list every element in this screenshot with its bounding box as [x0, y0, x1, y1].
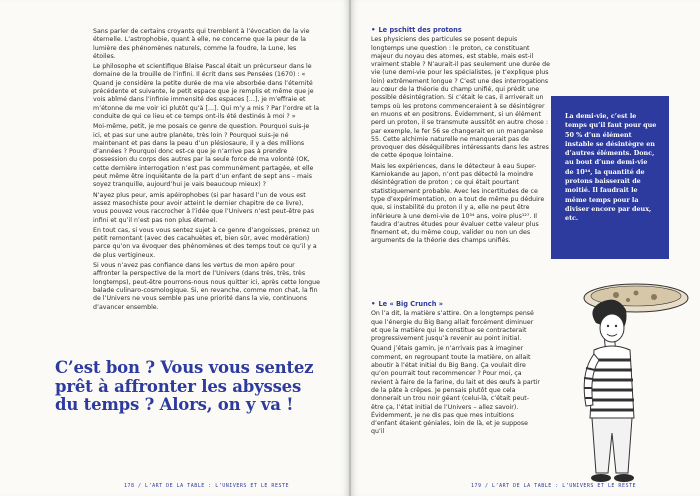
left-paragraph: Le philosophe et scientifique Blaise Pascal était un précurseur dans le domaine de la trouille de l’infini. Il écrit dans ses Pensées (1670) : « Quand je considère la petite durée de ma vie absorbée dans l’éternité précédente et suivante, le petit espace que je remplis et même que je vois abîmé dans l’infinie immensité des espaces […], je m’effraie et m’étonne de me voir ici plutôt qu’à […]. Qui m’y a mis ? Par l’ordre et la conduite de qui ce lieu et ce temps ont-ils été destinés à moi ? »	[93, 63, 320, 120]
bullet-icon: •	[371, 300, 376, 308]
right-paragraph: On l’a dit, la matière s’attire. On a longtemps pensé que l’énergie du Big Bang allait forcément diminuer et que la matière qui le constitue se contracterait progressivement jusqu’à revenir au point initial.	[371, 310, 534, 343]
right-paragraph: Les physiciens des particules se posent depuis longtemps une question : le proton, ce constituant majeur du noyau des atomes, est stable, mais est-il vraiment stable ? N’aurait-il pas seulement une durée de vie (une demi-vie pour les spécialistes, je t’explique plus loin) extrêmement longue ? C’est une des interrogations au cœur de la théorie du champ unifié, qui prédit une possible désintégration. Si c’était le cas, il arriverait un temps où les protons commenceraient à se désintégrer en muons et en positrons. Évidemment, si un élément perd un proton, il se transmute aussitôt en autre chose : par exemple, le fer 56 se changerait en un manganèse 55. Cette alchimie naturelle ne manquerait pas de provoquer des déséquilibres intéressants dans les astres de cette époque lointaine.	[371, 36, 550, 160]
right-paragraph: Quand j’étais gamin, je n’arrivais pas à imaginer comment, en regroupant toute la matière, on allait aboutir à l’état initial du Big Bang. Ça voulait dire qu’on pourrait tout recommencer ? Pour moi, ça revient à faire de la farine, du lait et des œufs à partir de la pâte à crêpes. Je pensais plutôt que cela donnerait un trou noir géant (celui-là, c’était peut-être ça, l’état initial de l’Univers – allez savoir). Évidemment, je ne dis pas que mes intuitions d’enfant étaient géniales, loin de là, et je suppose qu’il	[371, 345, 541, 436]
headline: C’est bon ? Vous vous sentez prêt à affronter les abysses du temps ? Alors, on y va !	[55, 358, 314, 414]
left-paragraph: Sans parler de certains croyants qui tremblent à l’évocation de la vie éternelle. L’astrophobie, quant à elle, ne concerne que la peur de la lumière des phénomènes naturels, comme la foudre, la Lune, les étoiles.	[93, 28, 310, 60]
left-paragraph: Si vous n’avez pas confiance dans les vertus de mon apéro pour affronter la perspective de la mort de l’Univers (dans très, très, très longtemps), peut-être pourrons-nous nous quitter ici, après cette longue balade culinaro-cosmologique. Si, en revanche, comme mon chat, la fin de l’Univers ne vous semble pas une priorité dans la vie, continuons d’avancer ensemble.	[93, 262, 320, 311]
right-paragraph: Mais les expériences, dans le détecteur à eau Super-Kamiokande au Japon, n’ont pas détecté la moindre désintégration de proton ; ce qui était pourtant statistiquement probable. Avec les incertitudes de ce type d’expérimentation, on a tout de même pu déduire que, si instabilité du proton il y a, elle ne peut être inférieure à une demi-vie de 10³⁴ ans, voire plus¹²⁷. Il faudra d’autres études pour évaluer cette valeur plus finement et, du même coup, valider ou non un des arguments de la théorie des champs unifiés.	[371, 162, 545, 245]
section-title-protons	[371, 26, 551, 34]
section-title-text: Le « Big Crunch »	[378, 300, 443, 308]
left-paragraph: N’ayez plus peur, amis apéirophobes (si par hasard l’un de vous est assez masochiste pour avoir atteint le dernier chapitre de ce livre), vous pouvez vous raccrocher à l’idée que l’Univers n’est peut-être pas infini et qu’il n’est pas non plus éternel.	[93, 191, 314, 224]
section-big-crunch	[371, 300, 541, 439]
section-title-big-crunch	[371, 300, 541, 308]
bullet-icon: •	[371, 26, 376, 34]
left-paragraph: En tout cas, si vous vous sentez sujet à ce genre d’angoisses, prenez un petit remontant (avec des cacahuètes et, bien sûr, avec modération) parce qu’on va évoquer des phénomènes et des temps tout ce qu’il y a de plus vertigineux.	[93, 226, 320, 259]
left-page	[0, 0, 349, 496]
left-paragraph: Moi-même, petit, je me posais ce genre de question. Pourquoi suis-je ici, et pas sur une autre planète, très loin ? Pourquoi suis-je né maintenant et pas dans la peau d’un plésiosaure, il y a des millions d’années ? Pourquoi donc est-ce que je n’arrive pas à prendre possession du corps des autres par la seule force de ma volonté (OK, cette dernière interrogation n’est pas communément partagée, et elle peut même être inquiétante de la part d’un enfant de sept ans – mais soyez tranquille, aujourd’hui je vais beaucoup mieux) ?	[93, 123, 314, 189]
left-body-text	[93, 28, 320, 314]
illustration-person-with-pizza	[556, 268, 691, 490]
right-footer: 179 / L’ART DE LA TABLE : L’UNIVERS ET LE RESTE	[471, 483, 636, 489]
callout-box	[551, 96, 669, 259]
left-footer: 178 / L’ART DE LA TABLE : L’UNIVERS ET LE RESTE	[124, 483, 289, 489]
section-protons	[371, 26, 551, 248]
callout-text: La demi-vie, c’est le temps qu’il faut pour que 50 % d’un élément instable se désintègre en d’autres éléments. Donc, au bout d’une demi-vie de 10³⁴, la quantité de protons baisserait de moitié. Il faudrait le même temps pour la diviser encore par deux, etc.	[565, 112, 657, 223]
right-page	[351, 0, 700, 496]
section-title-text: Le pschitt des protons	[378, 26, 462, 34]
